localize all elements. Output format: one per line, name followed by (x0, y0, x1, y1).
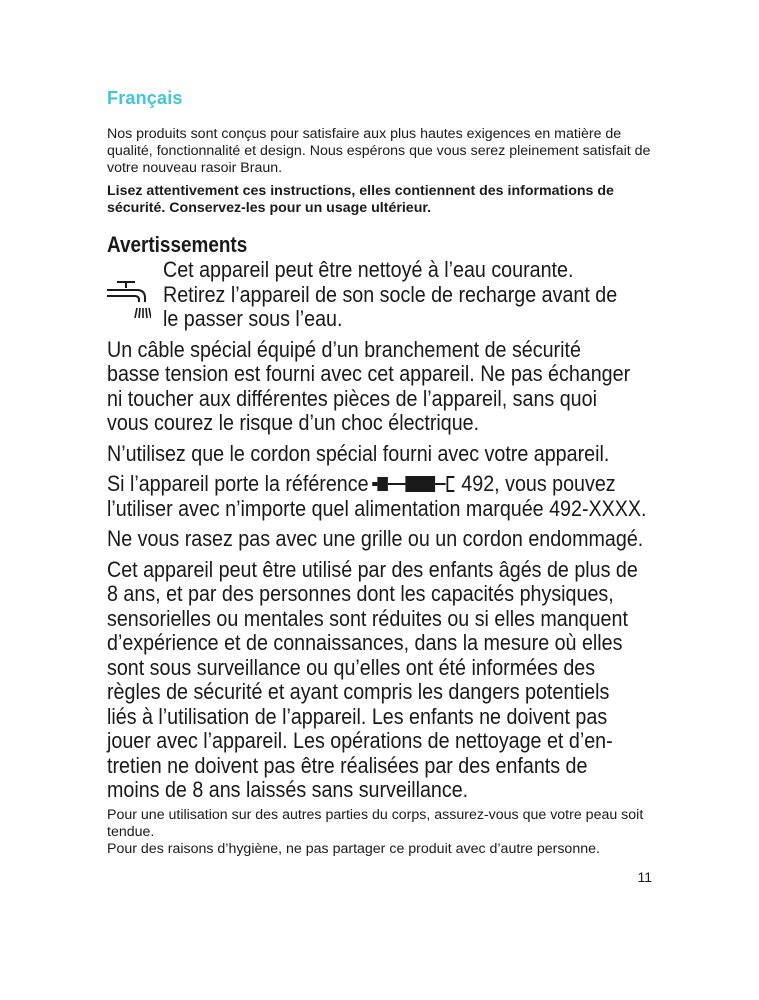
damaged-warning: Ne vous rasez pas avec une grille ou un cordon endommagé. (107, 526, 644, 551)
children-line-2: 8 ans, et par des personnes dont les capacités physiques, (107, 581, 614, 606)
read-notice: Lisez attentivement ces instructions, elles contiennent des informations de sécurité. Conservez-les pour un usage ultérieur. (107, 183, 614, 216)
children-line-8: jouer avec l’appareil. Les opérations de nettoyage et d’en- (107, 728, 613, 753)
children-line-1: Cet appareil peut être utilisé par des enfants âgés de plus de (107, 556, 638, 582)
cable-line-2: basse tension est fourni avec cet appareil. Ne pas échanger (107, 361, 631, 386)
cable-line-4: vous courez le risque d’un choc électrique. (107, 410, 480, 435)
intro-paragraph: Nos produits sont conçus pour satisfaire aux plus hautes exigences en matière de qualité, fonctionnalité et design. Nous espérons que vous serez pleinement satisfait de votre nouveau rasoir Braun. (107, 126, 651, 176)
children-line-4: d’expérience et de connaissances, dans la mesure où elles (107, 630, 623, 655)
children-line-10: moins de 8 ans laissés sans surveillance. (107, 777, 469, 802)
water-line-1: Cet appareil peut être nettoyé à l’eau courante. (163, 257, 574, 282)
reference-line-1 (107, 472, 656, 497)
reference-line-2: l’utiliser avec n’importe quel alimentation marquée 492-XXXX. (107, 495, 647, 521)
reference-after: 492, vous pouvez (461, 471, 616, 496)
reference-before: Si l’appareil porte la référence (107, 471, 369, 496)
water-line-3: le passer sous l’eau. (163, 306, 343, 331)
children-line-5: sont sous surveillance ou qu’elles ont été informées des (107, 654, 596, 680)
cord-only-warning: N’utilisez que le cordon spécial fourni avec votre appareil. (107, 440, 610, 466)
cable-line-3: ni toucher aux différentes pièces de l’appareil, sans quoi (107, 385, 597, 411)
cable-line-1: Un câble spécial équipé d’un branchement de sécurité (107, 336, 581, 362)
children-line-7: liés à l’utilisation de l’appareil. Les enfants ne doivent pas (107, 703, 608, 729)
children-warning (107, 558, 655, 803)
reference-warning (107, 472, 655, 521)
children-line-9: tretien ne doivent pas être réalisées par des enfants de (107, 752, 588, 778)
language-heading: Français (107, 88, 183, 108)
cable-warning (107, 338, 655, 436)
warnings-heading: Avertissements (107, 232, 248, 257)
power-cord-icon (372, 474, 456, 494)
body-use-note: Pour une utilisation sur des autres parties du corps, assurez-vous que votre peau soit tendue. (107, 806, 644, 840)
children-line-3: sensorielles ou mentales sont réduites ou si elles manquent (107, 605, 628, 631)
water-tap-icon (107, 278, 151, 324)
water-line-2: Retirez l’appareil de son socle de recharge avant de (163, 281, 618, 307)
children-line-6: règles de sécurité et ayant compris les dangers potentiels (107, 679, 610, 704)
hygiene-note: Pour des raisons d’hygiène, ne pas partager ce produit avec d’autre personne. (107, 840, 600, 857)
manual-page (107, 88, 655, 858)
water-warning (107, 258, 655, 332)
page-number: 11 (637, 869, 652, 885)
